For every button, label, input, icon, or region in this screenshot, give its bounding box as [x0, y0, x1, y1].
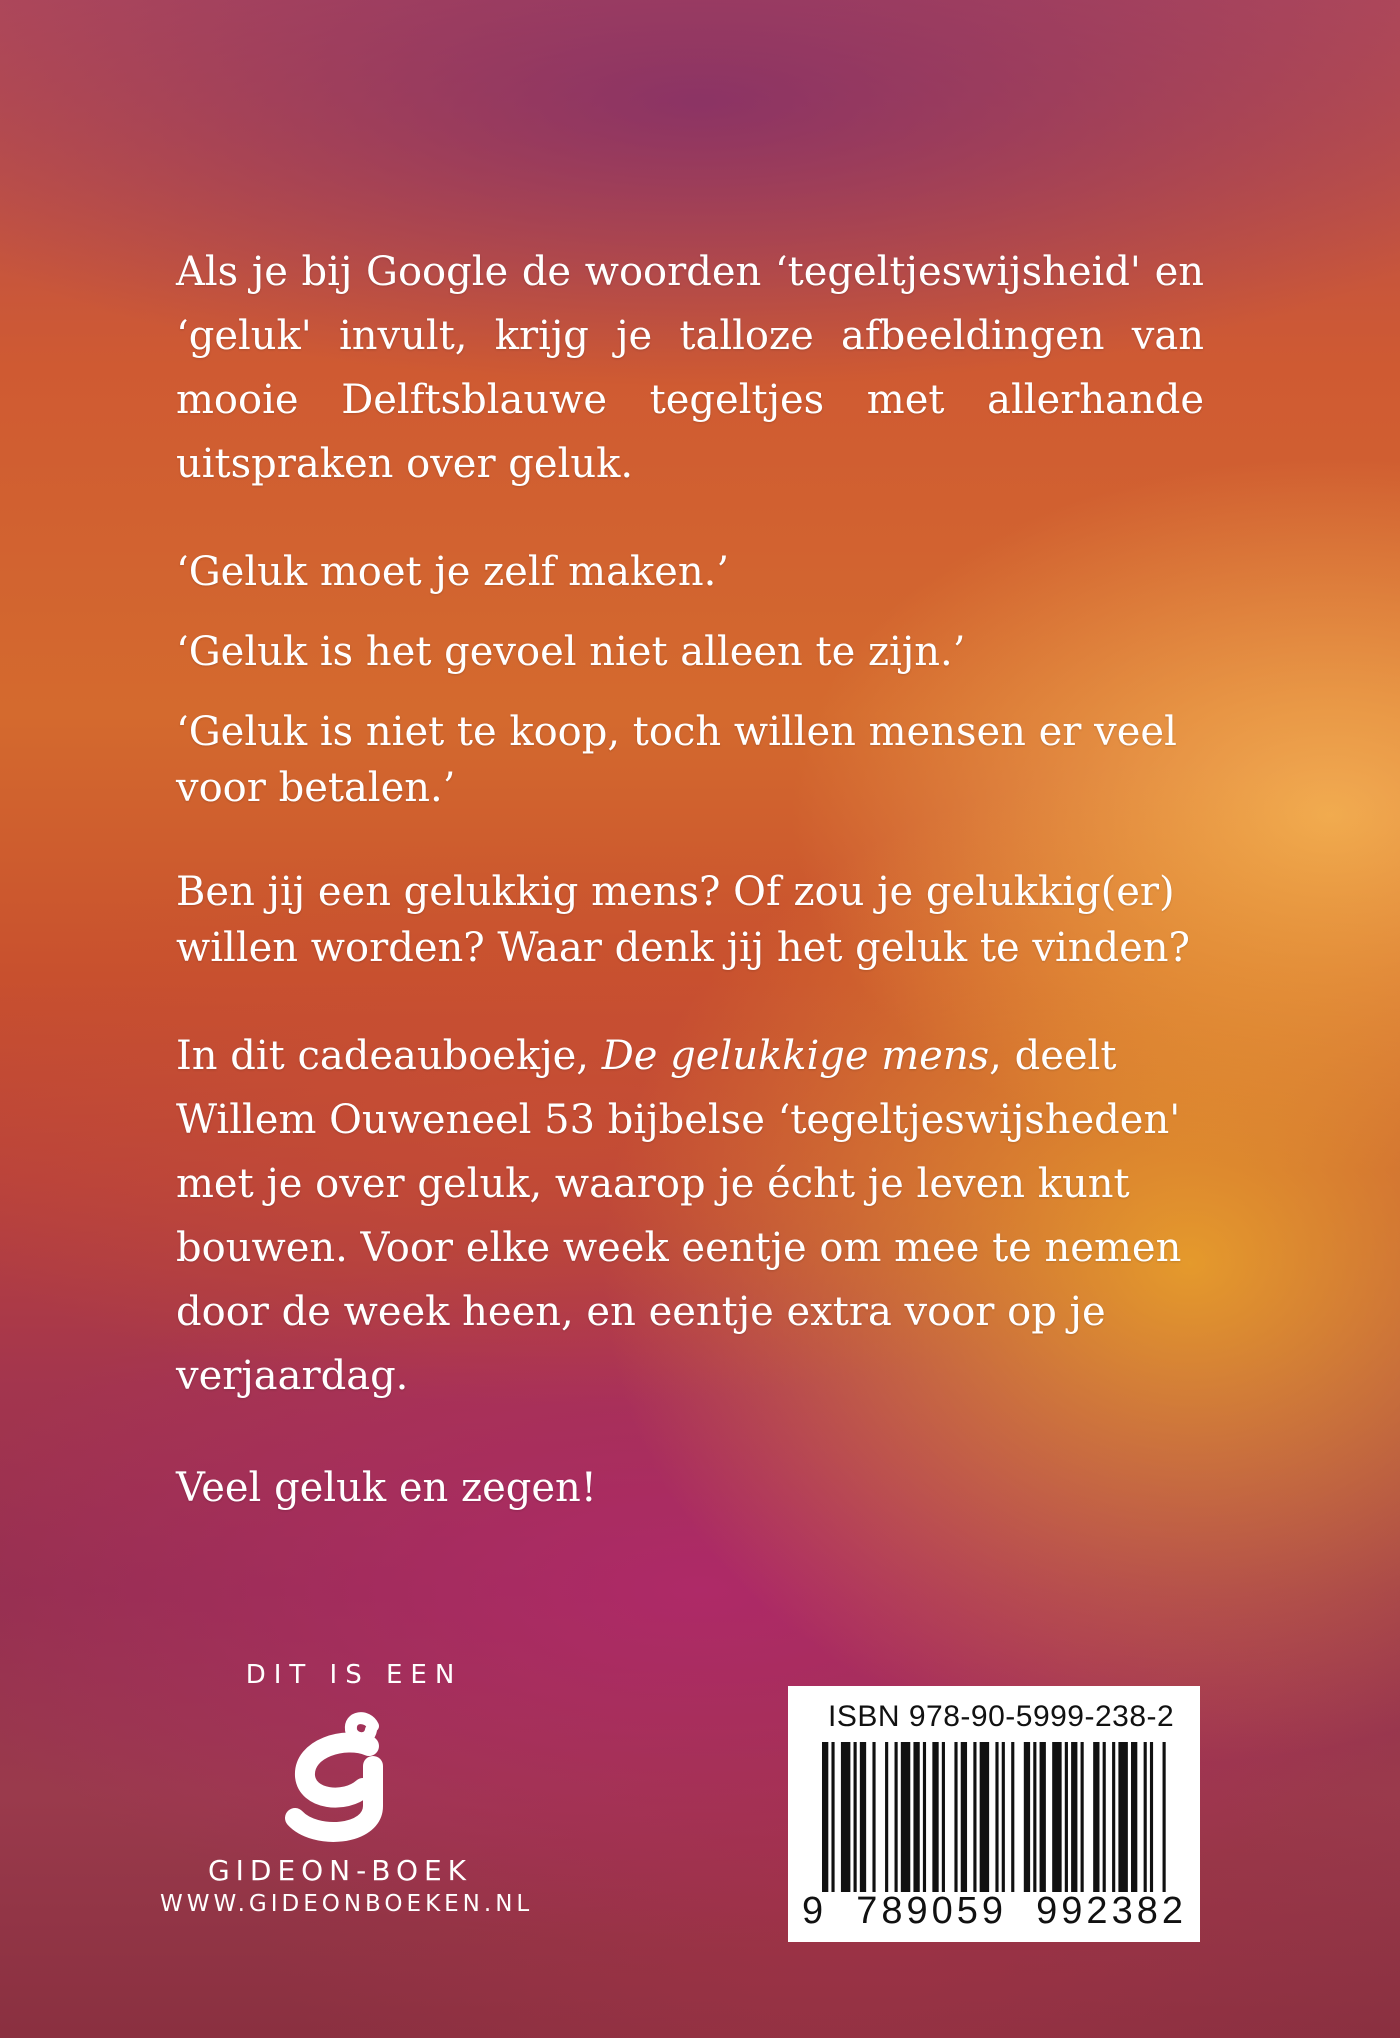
barcode-bar	[932, 1742, 938, 1892]
barcode-bar	[1052, 1742, 1061, 1892]
barcode-bar	[995, 1742, 998, 1892]
barcode-bar	[1144, 1742, 1147, 1892]
barcode-bar	[1081, 1742, 1084, 1892]
barcode-bar	[1040, 1742, 1046, 1892]
barcode-bar	[1011, 1742, 1014, 1892]
barcode-bar	[954, 1742, 957, 1892]
blurb-text	[176, 240, 1204, 1520]
barcode-bar	[1024, 1742, 1030, 1892]
barcode-bar	[1103, 1742, 1106, 1892]
barcode-digits: 9 789059 992382	[802, 1890, 1187, 1932]
barcode-bar	[895, 1742, 898, 1892]
barcode-bar	[1033, 1742, 1036, 1892]
closing-line: Veel geluk en zegen!	[176, 1465, 597, 1511]
quote-1: ‘Geluk moet je zelf maken.’	[176, 549, 730, 595]
barcode-bar	[901, 1742, 910, 1892]
publisher-block	[160, 1660, 534, 1917]
barcode-bar	[973, 1742, 976, 1892]
barcode-bar	[822, 1742, 828, 1892]
barcode-bar	[872, 1742, 875, 1892]
publisher-name: GIDEON-BOEK	[207, 1854, 473, 1887]
barcode-bar	[1065, 1742, 1068, 1892]
barcode-bar	[1150, 1742, 1153, 1892]
barcode-bar	[961, 1742, 967, 1892]
barcode-bar	[942, 1742, 945, 1892]
isbn-label: ISBN 978-90-5999-238-2	[828, 1700, 1175, 1733]
barcode-bar	[831, 1742, 834, 1892]
publisher-url: WWW.GIDEONBOEKEN.NL	[160, 1891, 534, 1917]
isbn-barcode-box	[788, 1686, 1200, 1942]
quote-2: ‘Geluk is het gevoel niet alleen te zijn.’	[176, 629, 966, 675]
barcode-bar	[1093, 1742, 1099, 1892]
gideon-g-logo-icon	[275, 1706, 405, 1846]
book-title: De gelukkige mens	[601, 1033, 990, 1079]
barcode-bar	[923, 1742, 926, 1892]
questions-paragraph: Ben jij een gelukkig mens? Of zou je gelukkig(er) willen worden? Waar denk jij het geluk te vinden?	[176, 869, 1190, 971]
body-rest: , deelt Willem Ouweneel 53 bijbelse ‘tegeltjeswijsheden' met je over geluk, waarop je écht je leven kunt bouwen. Voor elke week eentje om mee te nemen door de week heen, en eentje extra voor op je verjaardag.	[176, 1033, 1182, 1399]
barcode-bar	[1112, 1742, 1115, 1892]
barcode-bar	[841, 1742, 850, 1892]
barcode-bar	[980, 1742, 989, 1892]
body-paragraph	[176, 1024, 1204, 1408]
publisher-tagline: DIT IS EEN	[245, 1660, 463, 1690]
barcode-bar	[913, 1742, 919, 1892]
barcode-bar	[860, 1742, 866, 1892]
barcode-bar	[1118, 1742, 1127, 1892]
barcode-icon	[822, 1742, 1172, 1892]
intro-paragraph: Als je bij Google de woorden ‘tegeltjeswijsheid' en ‘geluk' invult, krijg je talloze afbeeldingen van mooie Delftsblauwe tegeltjes met allerhande uitspraken over geluk.	[176, 249, 1204, 487]
barcode-bar	[854, 1742, 857, 1892]
barcode-bar	[1131, 1742, 1137, 1892]
quote-3: ‘Geluk is niet te koop, toch willen mensen er veel voor betalen.’	[176, 709, 1177, 811]
barcode-bar	[1163, 1742, 1166, 1892]
barcode-bar	[1071, 1742, 1077, 1892]
barcode-bar	[885, 1742, 888, 1892]
body-start: In dit cadeauboekje,	[176, 1033, 602, 1079]
barcode-bar	[1002, 1742, 1005, 1892]
